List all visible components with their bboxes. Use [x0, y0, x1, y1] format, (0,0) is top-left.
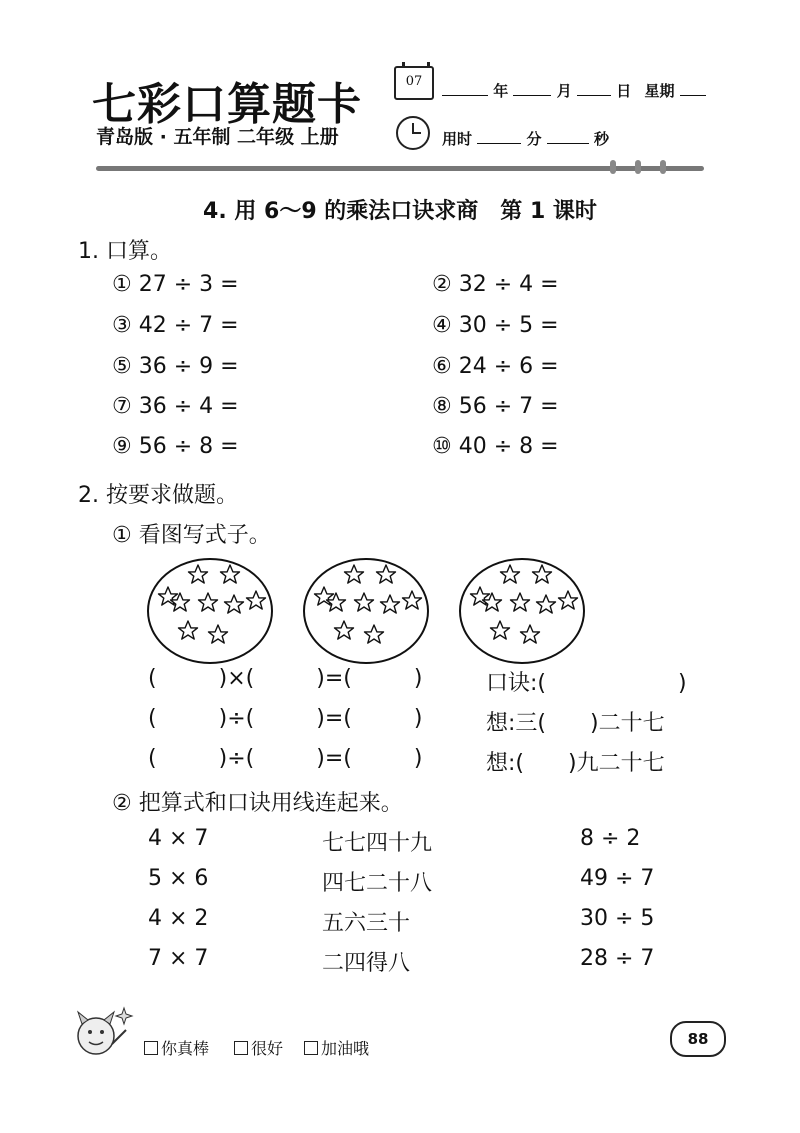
star-oval-group [460, 559, 584, 663]
equation-hint: 想:三( )二十七 [486, 711, 665, 736]
operator: ÷ [227, 746, 246, 771]
mental-math-item: ⑤ 36 ÷ 9 = [112, 354, 239, 379]
section1-heading: 1. 口算。 [78, 239, 172, 264]
operator: × [227, 666, 246, 691]
mental-math-item: ⑧ 56 ÷ 7 = [432, 394, 559, 419]
matching-expression: 5 × 6 [148, 866, 209, 891]
checkbox-icon[interactable] [304, 1041, 318, 1055]
divider-knob [635, 160, 641, 174]
checkbox-icon[interactable] [144, 1041, 158, 1055]
equals-sign: = [324, 706, 344, 731]
matching-rhyme: 七七四十九 [322, 831, 433, 856]
matching-division: 8 ÷ 2 [580, 826, 641, 851]
equation-hint: 口诀:( ) [486, 671, 687, 696]
matching-division: 30 ÷ 5 [580, 906, 655, 931]
star-oval-group [304, 559, 428, 663]
year-label: 年 [493, 82, 509, 100]
day-label: 日 [616, 82, 632, 100]
matching-rhyme: 四七二十八 [322, 871, 433, 896]
month-label: 月 [556, 82, 572, 100]
divider-knob [660, 160, 666, 174]
time-used-field [442, 128, 609, 149]
time-used-label: 用时 [442, 130, 473, 148]
rating-option[interactable]: 你真棒 [144, 1036, 209, 1059]
calendar-number: 07 [405, 74, 423, 89]
rating-option[interactable]: 加油哦 [304, 1036, 369, 1059]
star-oval-group [148, 559, 272, 663]
section2-heading: 2. 按要求做题。 [78, 483, 238, 508]
equation-hint: 想:( )九二十七 [486, 751, 665, 776]
equation-row: ( )÷( )=( ) [148, 706, 423, 731]
mental-math-item: ⑩ 40 ÷ 8 = [432, 434, 559, 459]
divider-knob [610, 160, 616, 174]
mental-math-item: ③ 42 ÷ 7 = [112, 313, 239, 338]
equals-sign: = [324, 666, 344, 691]
clock-icon [396, 116, 430, 150]
brand-title: 七彩口算题卡 [92, 79, 362, 130]
matching-expression: 4 × 2 [148, 906, 209, 931]
matching-division: 49 ÷ 7 [580, 866, 655, 891]
lesson-title: 4. 用 6～9 的乘法口诀求商 第 1 课时 [203, 199, 597, 224]
edition-label: 青岛版 · 五年制 二年级 上册 [96, 126, 339, 148]
weekday-label: 星期 [644, 82, 675, 100]
mental-math-item: ⑦ 36 ÷ 4 = [112, 394, 239, 419]
date-field [442, 80, 706, 101]
matching-expression: 4 × 7 [148, 826, 209, 851]
page-number: 88 [670, 1021, 726, 1057]
matching-expression: 7 × 7 [148, 946, 209, 971]
minute-label: 分 [526, 130, 542, 148]
equation-row: ( )×( )=( ) [148, 666, 423, 691]
equation-row: ( )÷( )=( ) [148, 746, 423, 771]
matching-division: 28 ÷ 7 [580, 946, 655, 971]
equals-sign: = [324, 746, 344, 771]
star-groups-illustration [140, 553, 600, 673]
mental-math-item: ⑨ 56 ÷ 8 = [112, 434, 239, 459]
mental-math-item: ① 27 ÷ 3 = [112, 272, 239, 297]
part2-heading: ② 把算式和口诀用线连起来。 [112, 791, 403, 816]
cartoon-mascot-icon [66, 1000, 136, 1070]
calendar-icon [394, 66, 434, 100]
checkbox-icon[interactable] [234, 1041, 248, 1055]
mental-math-item: ④ 30 ÷ 5 = [432, 313, 559, 338]
second-label: 秒 [593, 130, 609, 148]
matching-rhyme: 二四得八 [322, 951, 411, 976]
operator: ÷ [227, 706, 246, 731]
mental-math-item: ⑥ 24 ÷ 6 = [432, 354, 559, 379]
rating-option[interactable]: 很好 [234, 1036, 283, 1059]
mental-math-item: ② 32 ÷ 4 = [432, 272, 559, 297]
part1-heading: ① 看图写式子。 [112, 523, 271, 548]
matching-rhyme: 五六三十 [322, 911, 411, 936]
